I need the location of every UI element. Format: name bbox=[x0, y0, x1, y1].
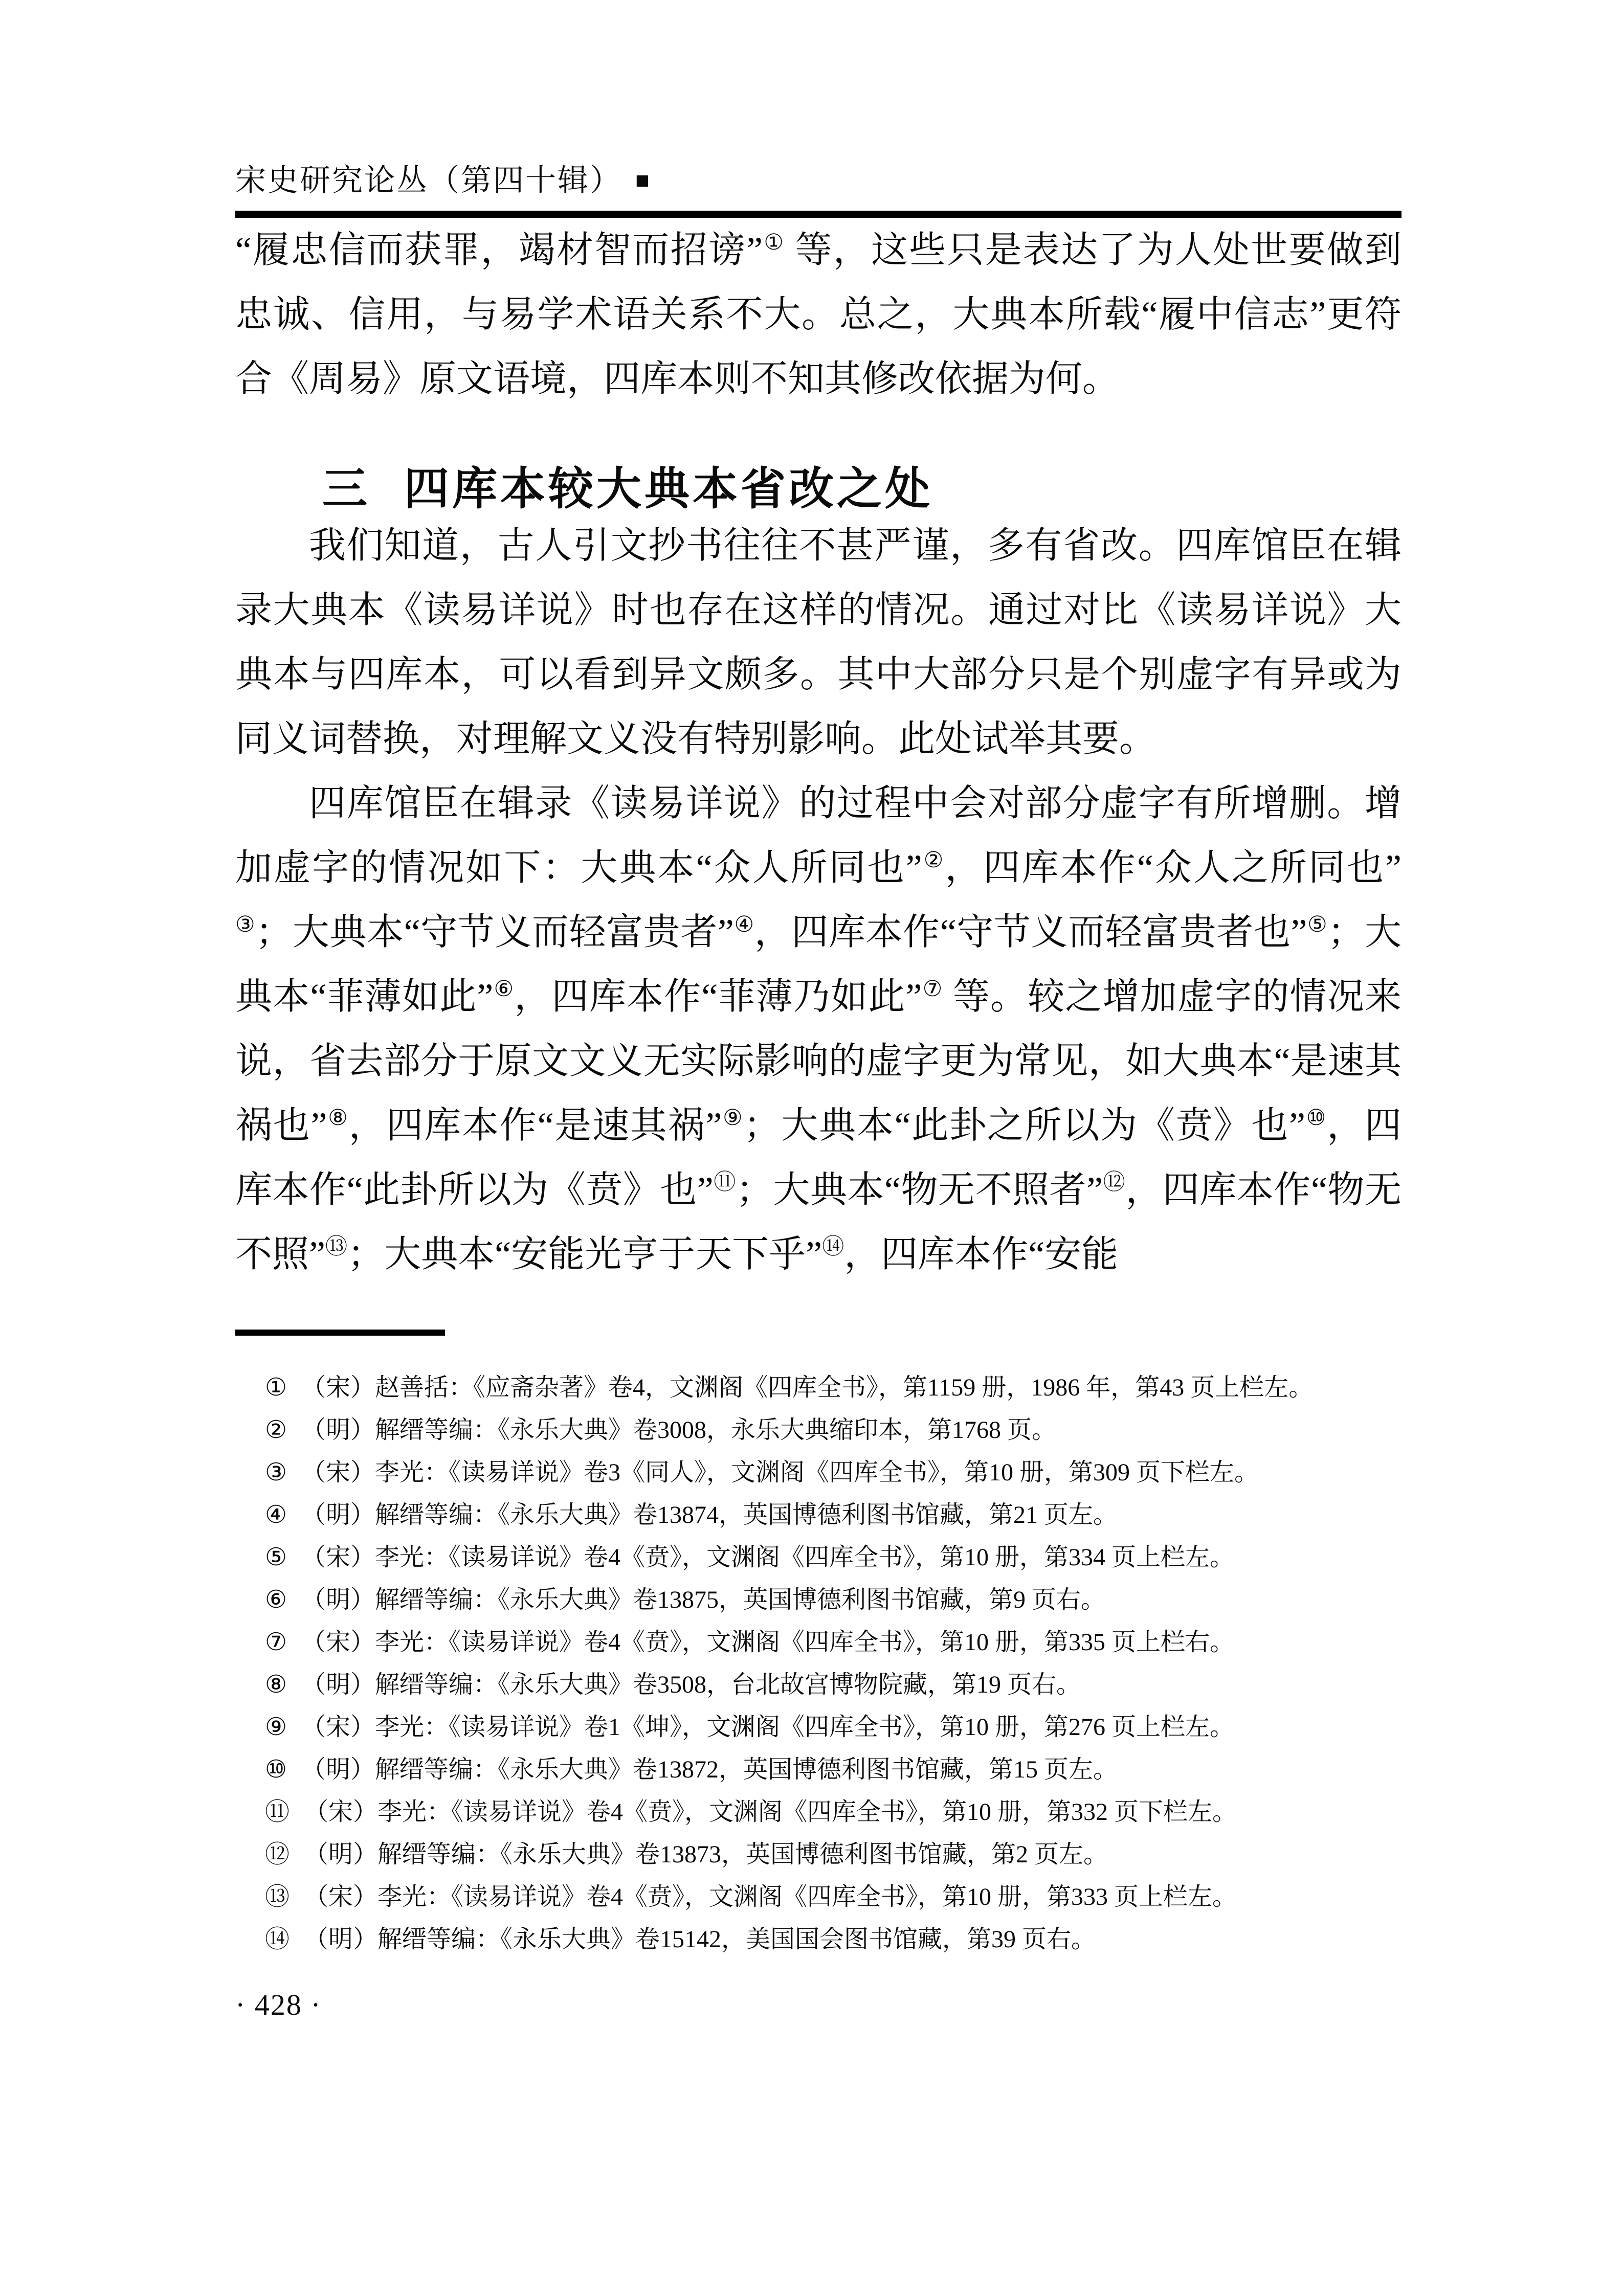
footnote-text: （宋）李光：《读易详说》卷4《贲》，文渊阁《四库全书》，第10 册，第335 页上栏右。 bbox=[301, 1629, 1235, 1656]
footnote bbox=[235, 1579, 1401, 1621]
note-reference: ② bbox=[922, 848, 945, 872]
footnote-text: （宋）赵善括：《应斋杂著》卷4，文渊阁《四库全书》，第1159 册，1986 年，第43 页上栏左。 bbox=[301, 1374, 1314, 1401]
paragraph: 四库馆臣在辑录《读易详说》的过程中会对部分虚字有所增删。增加虚字的情况如下：大典本“众人所同也”②，四库本作“众人之所同也”③；大典本“守节义而轻富贵者”④，四库本作“守节义而轻富贵者也”⑤；大典本“菲薄如此”⑥，四库本作“菲薄乃如此”⑦ 等。较之增加虚字的情况来说，省去部分于原文文义无实际影响的虚字更为常见，如大典本“是速其祸也”⑧，四库本作“是速其祸”⑨；大典本“此卦之所以为《贲》也”⑩，四库本作“此卦所以为《贲》也”⑪；大典本“物无不照者”⑫，四库本作“物无不照”⑬；大典本“安能光亨于天下乎”⑭，四库本作“安能 bbox=[235, 783, 1402, 1275]
footnote bbox=[235, 1494, 1401, 1536]
note-reference: ⑩ bbox=[1305, 1106, 1327, 1130]
footnote bbox=[235, 1918, 1401, 1961]
footnote-text: （明）解缙等编：《永乐大典》卷13874，英国博德利图书馆藏，第21 页左。 bbox=[301, 1501, 1118, 1528]
note-reference: ⑤ bbox=[1307, 913, 1328, 937]
footnote-number: ⑨ bbox=[265, 1714, 287, 1741]
note-reference: ⑧ bbox=[327, 1106, 349, 1130]
footnote-text: （明）解缙等编：《永乐大典》卷15142，美国国会图书馆藏，第39 页右。 bbox=[304, 1926, 1096, 1953]
footnote-text: （宋）李光：《读易详说》卷4《贲》，文渊阁《四库全书》，第10 册，第332 页下栏左。 bbox=[304, 1798, 1237, 1826]
note-reference: ③ bbox=[235, 913, 256, 937]
footnote-text: （明）解缙等编：《永乐大典》卷13875，英国博德利图书馆藏，第9 页右。 bbox=[301, 1586, 1106, 1613]
footnote bbox=[235, 1409, 1401, 1451]
note-reference: ④ bbox=[733, 913, 754, 937]
footnote-number: ④ bbox=[265, 1501, 287, 1528]
footnote-divider bbox=[235, 1330, 445, 1336]
paragraph: 我们知道，古人引文抄书往往不甚严谨，多有省改。四库馆臣在辑录大典本《读易详说》时也存在这样的情况。通过对比《读易详说》大典本与四库本，可以看到异文颇多。其中大部分只是个别虚字有异或为同义词替换，对理解文义没有特别影响。此处试举其要。 bbox=[235, 525, 1401, 759]
footnote-text: （明）解缙等编：《永乐大典》卷13872，英国博德利图书馆藏，第15 页左。 bbox=[301, 1756, 1118, 1783]
footnote-number: ⑩ bbox=[265, 1756, 287, 1783]
note-reference: ① bbox=[763, 231, 785, 255]
note-reference: ⑥ bbox=[493, 977, 515, 1001]
footnote bbox=[235, 1451, 1401, 1494]
footnote bbox=[235, 1366, 1401, 1409]
footnote-number: ⑤ bbox=[265, 1544, 287, 1571]
footnote bbox=[235, 1833, 1401, 1876]
note-reference: ⑪ bbox=[713, 1170, 736, 1195]
note-reference: ⑦ bbox=[922, 977, 943, 1001]
footnote bbox=[235, 1876, 1401, 1918]
footnote bbox=[235, 1536, 1401, 1579]
footnote bbox=[235, 1748, 1401, 1791]
note-reference: ⑫ bbox=[1103, 1170, 1126, 1195]
note-reference: ⑬ bbox=[325, 1235, 348, 1259]
running-header-title: 宋史研究论丛（第四十辑） bbox=[235, 164, 622, 197]
footnote-number: ⑦ bbox=[265, 1629, 287, 1656]
footnote-text: （宋）李光：《读易详说》卷4《贲》，文渊阁《四库全书》，第10 册，第333 页上栏左。 bbox=[304, 1883, 1237, 1910]
page-number: · 428 · bbox=[235, 1988, 322, 2021]
footnote-number: ⑥ bbox=[265, 1586, 287, 1613]
footnote-number: ⑪ bbox=[265, 1798, 290, 1826]
footnote bbox=[235, 1706, 1401, 1748]
section-number: 三 bbox=[322, 463, 371, 514]
section-heading bbox=[322, 464, 1401, 513]
section-title: 四库本较大典本省改之处 bbox=[404, 463, 933, 514]
volume-marker-square-icon: ■ bbox=[635, 167, 650, 193]
footnote-number: ⑭ bbox=[265, 1926, 290, 1953]
footnote-number: ② bbox=[265, 1416, 287, 1444]
footnote-number: ⑫ bbox=[265, 1841, 290, 1868]
footnote-text: （明）解缙等编：《永乐大典》卷3508，台北故宫博物院藏，第19 页右。 bbox=[301, 1671, 1081, 1698]
footnote-text: （明）解缙等编：《永乐大典》卷13873，英国博德利图书馆藏，第2 页左。 bbox=[304, 1841, 1108, 1868]
paragraph-continuation: “履忠信而获罪，竭材智而招谤”① 等，这些只是表达了为人处世要做到忠诚、信用，与易学术语关系不大。总之，大典本所载“履中信志”更符合《周易》原文语境，四库本则不知其修改依据为何。 bbox=[235, 230, 1402, 399]
footnote-number: ⑧ bbox=[265, 1671, 287, 1698]
running-header bbox=[235, 0, 1401, 196]
footnote-text: （明）解缙等编：《永乐大典》卷3008，永乐大典缩印本，第1768 页。 bbox=[301, 1416, 1057, 1444]
footnote-text: （宋）李光：《读易详说》卷3《同人》，文渊阁《四库全书》，第10 册，第309 页下栏左。 bbox=[301, 1459, 1259, 1486]
footnote-list bbox=[235, 1366, 1401, 1961]
footnote-text: （宋）李光：《读易详说》卷1《坤》，文渊阁《四库全书》，第10 册，第276 页上栏左。 bbox=[301, 1714, 1235, 1741]
footnote bbox=[235, 1663, 1401, 1706]
footnote-number: ③ bbox=[265, 1459, 287, 1486]
footnote-number: ① bbox=[265, 1374, 287, 1401]
footnote-text: （宋）李光：《读易详说》卷4《贲》，文渊阁《四库全书》，第10 册，第334 页上栏左。 bbox=[301, 1544, 1235, 1571]
footnote bbox=[235, 1621, 1401, 1663]
header-rule bbox=[235, 211, 1401, 218]
note-reference: ⑨ bbox=[722, 1106, 744, 1130]
footnote bbox=[235, 1791, 1401, 1833]
footnote-number: ⑬ bbox=[265, 1883, 290, 1910]
note-reference: ⑭ bbox=[822, 1235, 844, 1259]
